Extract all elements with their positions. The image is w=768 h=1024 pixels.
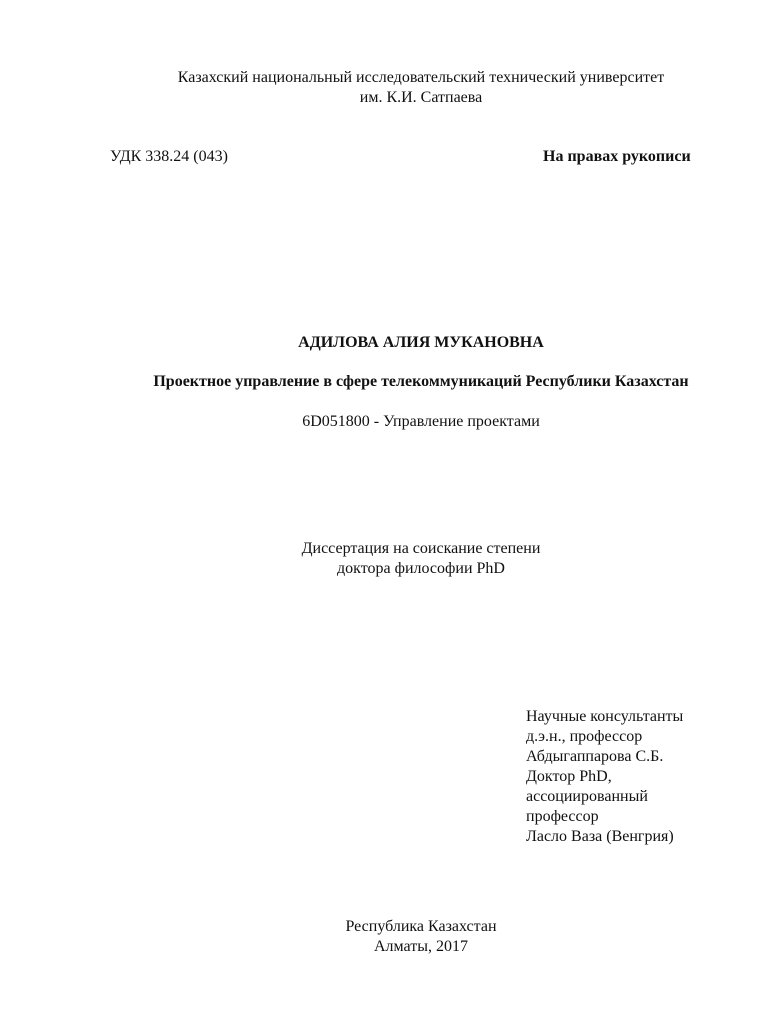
degree-line1: Диссертация на соискание степени bbox=[301, 540, 541, 557]
place-and-year bbox=[0, 917, 768, 957]
country: Республика Казахстан bbox=[345, 918, 497, 935]
consultant-line: Доктор PhD, bbox=[526, 768, 612, 785]
degree-line2: доктора философии PhD bbox=[337, 560, 505, 577]
university-name-line1: Казахский национальный исследовательский технический университет bbox=[177, 69, 665, 86]
consultant-line: Ласло Ваза (Венгрия) bbox=[526, 828, 674, 845]
dissertation-title: Проектное управление в сфере телекоммуникаций Республики Казахстан bbox=[153, 373, 689, 390]
specialty-code: 6D051800 - Управление проектами bbox=[302, 413, 540, 430]
consultant-line: ассоциированный bbox=[526, 788, 648, 805]
university-name bbox=[0, 68, 768, 108]
scientific-consultants bbox=[526, 707, 683, 847]
university-name-line2: им. К.И. Сатпаева bbox=[359, 89, 483, 106]
udk-code: УДК 338.24 (043) bbox=[110, 148, 228, 165]
degree-statement bbox=[0, 539, 768, 579]
consultant-line: Абдыгаппарова С.Б. bbox=[526, 748, 664, 765]
rights-notice: На правах рукописи bbox=[543, 148, 691, 165]
consultants-heading: Научные консультанты bbox=[526, 708, 684, 725]
author-name: АДИЛОВА АЛИЯ МУКАНОВНА bbox=[298, 334, 544, 351]
consultant-line: д.э.н., профессор bbox=[526, 728, 643, 745]
city-year: Алматы, 2017 bbox=[374, 938, 468, 955]
consultant-line: профессор bbox=[526, 808, 599, 825]
